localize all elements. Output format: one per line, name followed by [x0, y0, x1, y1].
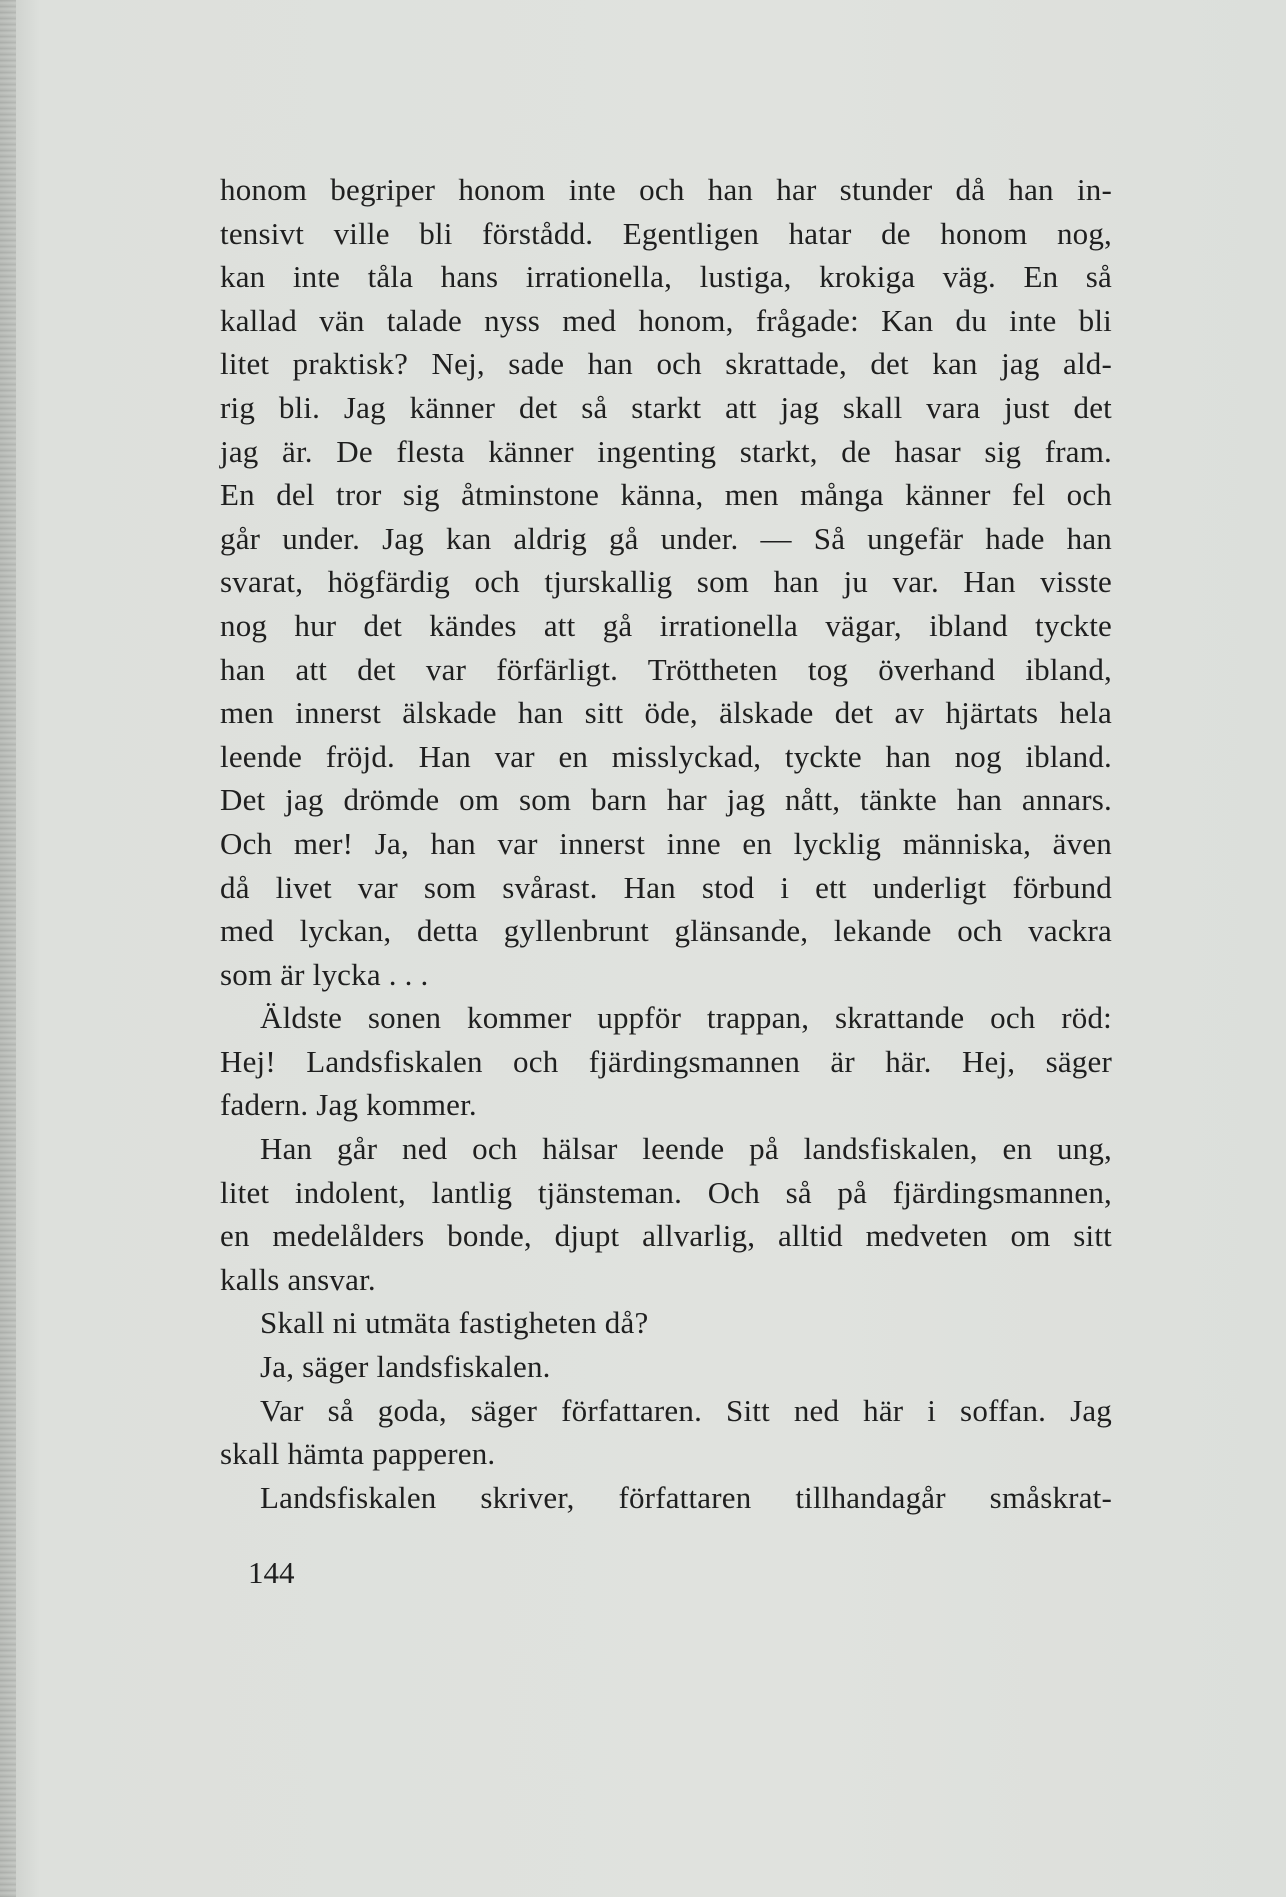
text-line: leende fröjd. Han var en misslyckad, tyckte han nog ibland. [220, 738, 1112, 774]
text-line: han att det var förfärligt. Tröttheten tog överhand ibland, [220, 651, 1112, 687]
text-line: men innerst älskade han sitt öde, älskade det av hjärtats hela [220, 695, 1112, 731]
text-line: en medelålders bonde, djupt allvarlig, alltid medveten om sitt [220, 1218, 1112, 1254]
text-line: honom begriper honom inte och han har stunder då han in- [220, 172, 1112, 207]
text-line: Ja, säger landsfiskalen. [260, 1349, 551, 1385]
text-line: Han går ned och hälsar leende på landsfiskalen, en ung, [260, 1131, 1112, 1167]
text-line: Äldste sonen kommer uppför trappan, skrattande och röd: [260, 1000, 1112, 1036]
text-line: fadern. Jag kommer. [220, 1087, 477, 1123]
binding-edge [0, 0, 16, 1897]
text-line: Och mer! Ja, han var innerst inne en lycklig människa, även [220, 825, 1112, 861]
text-line: litet indolent, lantlig tjänsteman. Och så på fjärdingsmannen, [220, 1174, 1112, 1210]
text-line: nog hur det kändes att gå irrationella vägar, ibland tyckte [220, 607, 1112, 643]
text-line: med lyckan, detta gyllenbrunt glänsande, lekande och vackra [220, 913, 1112, 949]
text-line: tensivt ville bli förstådd. Egentligen hatar de honom nog, [220, 215, 1112, 251]
text-line: Det jag drömde om som barn har jag nått, tänkte han annars. [220, 782, 1112, 818]
text-line: Landsfiskalen skriver, författaren tillhandagår småskrat- [260, 1479, 1112, 1515]
text-line: kan inte tåla hans irrationella, lustiga, krokiga väg. En så [220, 259, 1112, 295]
text-line: går under. Jag kan aldrig gå under. — Så ungefär hade han [220, 520, 1112, 556]
text-line: Var så goda, säger författaren. Sitt ned här i soffan. Jag [260, 1392, 1112, 1428]
text-line: Hej! Landsfiskalen och fjärdingsmannen är här. Hej, säger [220, 1043, 1112, 1079]
text-line: En del tror sig åtminstone känna, men många känner fel och [220, 477, 1112, 513]
text-line: litet praktisk? Nej, sade han och skrattade, det kan jag ald- [220, 346, 1112, 382]
text-line: jag är. De flesta känner ingenting starkt, de hasar sig fram. [220, 433, 1112, 469]
text-line: som är lycka . . . [220, 956, 429, 992]
text-line: rig bli. Jag känner det så starkt att jag skall vara just det [220, 389, 1112, 425]
text-line: kallad vän talade nyss med honom, frågade: Kan du inte bli [220, 302, 1112, 338]
body-text [220, 168, 1112, 1519]
page-number: 144 [248, 1555, 295, 1590]
text-line: skall hämta papperen. [220, 1436, 496, 1472]
text-line: då livet var som svårast. Han stod i ett underligt förbund [220, 869, 1112, 905]
text-line: svarat, högfärdig och tjurskallig som han ju var. Han visste [220, 564, 1112, 600]
text-line: kalls ansvar. [220, 1261, 376, 1297]
text-line: Skall ni utmäta fastigheten då? [260, 1305, 649, 1341]
